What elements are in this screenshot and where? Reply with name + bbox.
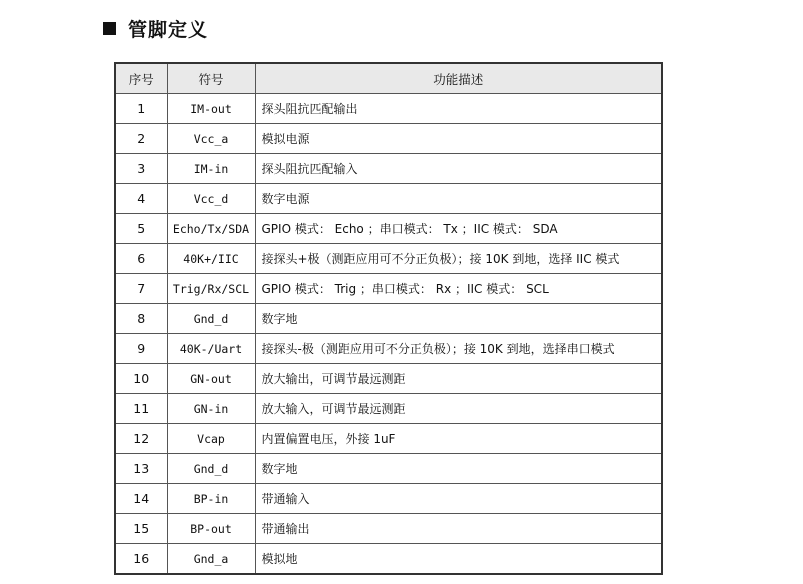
pin-description: 数字地 <box>255 304 662 334</box>
pin-description: 探头阻抗匹配输出 <box>255 94 662 124</box>
header-description: 功能描述 <box>255 63 662 94</box>
table-row <box>115 334 662 364</box>
pin-number: 13 <box>115 454 167 484</box>
pin-number: 1 <box>115 94 167 124</box>
pin-number: 4 <box>115 184 167 214</box>
pin-symbol: Echo/Tx/SDA <box>167 214 255 244</box>
pin-description: GPIO 模式： Echo ；串口模式： Tx ；IIC 模式： SDA <box>255 214 662 244</box>
pin-symbol: Gnd_d <box>167 454 255 484</box>
table-row <box>115 154 662 184</box>
pin-symbol: IM-out <box>167 94 255 124</box>
table-row <box>115 94 662 124</box>
table-row <box>115 304 662 334</box>
table-row <box>115 244 662 274</box>
pin-description: 模拟电源 <box>255 124 662 154</box>
pin-description: 内置偏置电压，外接 1uF <box>255 424 662 454</box>
pin-number: 5 <box>115 214 167 244</box>
pin-number: 14 <box>115 484 167 514</box>
pin-number: 8 <box>115 304 167 334</box>
pin-symbol: GN-out <box>167 364 255 394</box>
table-header-row <box>115 63 662 94</box>
pin-description: 带通输出 <box>255 514 662 544</box>
table-body <box>115 94 662 575</box>
pin-number: 16 <box>115 544 167 575</box>
pin-description: 数字地 <box>255 454 662 484</box>
pin-description: 放大输出，可调节最远测距 <box>255 364 662 394</box>
pin-description: 接探头-极（测距应用可不分正负极）；接 10K 到地，选择串口模式 <box>255 334 662 364</box>
pin-number: 7 <box>115 274 167 304</box>
table-row <box>115 394 662 424</box>
pin-number: 9 <box>115 334 167 364</box>
pin-symbol: 40K-/Uart <box>167 334 255 364</box>
pin-number: 3 <box>115 154 167 184</box>
pin-definition-table <box>114 62 663 575</box>
table-row <box>115 424 662 454</box>
pin-number: 2 <box>115 124 167 154</box>
pin-description: 数字电源 <box>255 184 662 214</box>
pin-description: 放大输入，可调节最远测距 <box>255 394 662 424</box>
section-title: 管脚定义 <box>128 18 209 41</box>
pin-description: 探头阻抗匹配输入 <box>255 154 662 184</box>
pin-number: 15 <box>115 514 167 544</box>
pin-number: 10 <box>115 364 167 394</box>
section-heading <box>103 14 208 42</box>
table-row <box>115 184 662 214</box>
pin-number: 6 <box>115 244 167 274</box>
pin-symbol: BP-out <box>167 514 255 544</box>
table-row <box>115 484 662 514</box>
pin-symbol: Gnd_d <box>167 304 255 334</box>
header-number: 序号 <box>115 63 167 94</box>
pin-number: 11 <box>115 394 167 424</box>
table-row <box>115 454 662 484</box>
pin-symbol: Vcc_a <box>167 124 255 154</box>
square-bullet-icon <box>103 22 116 35</box>
pin-symbol: IM-in <box>167 154 255 184</box>
table-row <box>115 124 662 154</box>
pin-description: 模拟地 <box>255 544 662 575</box>
pin-symbol: Vcc_d <box>167 184 255 214</box>
table-row <box>115 214 662 244</box>
pin-symbol: 40K+/IIC <box>167 244 255 274</box>
pin-number: 12 <box>115 424 167 454</box>
table-row <box>115 364 662 394</box>
pin-description: 带通输入 <box>255 484 662 514</box>
table-row <box>115 544 662 575</box>
pin-description: GPIO 模式： Trig ；串口模式： Rx ；IIC 模式： SCL <box>255 274 662 304</box>
pin-symbol: Trig/Rx/SCL <box>167 274 255 304</box>
pin-symbol: GN-in <box>167 394 255 424</box>
pin-symbol: Gnd_a <box>167 544 255 575</box>
table-row <box>115 274 662 304</box>
pin-symbol: BP-in <box>167 484 255 514</box>
header-symbol: 符号 <box>167 63 255 94</box>
pin-symbol: Vcap <box>167 424 255 454</box>
table-row <box>115 514 662 544</box>
pin-description: 接探头+极（测距应用可不分正负极）；接 10K 到地，选择 IIC 模式 <box>255 244 662 274</box>
